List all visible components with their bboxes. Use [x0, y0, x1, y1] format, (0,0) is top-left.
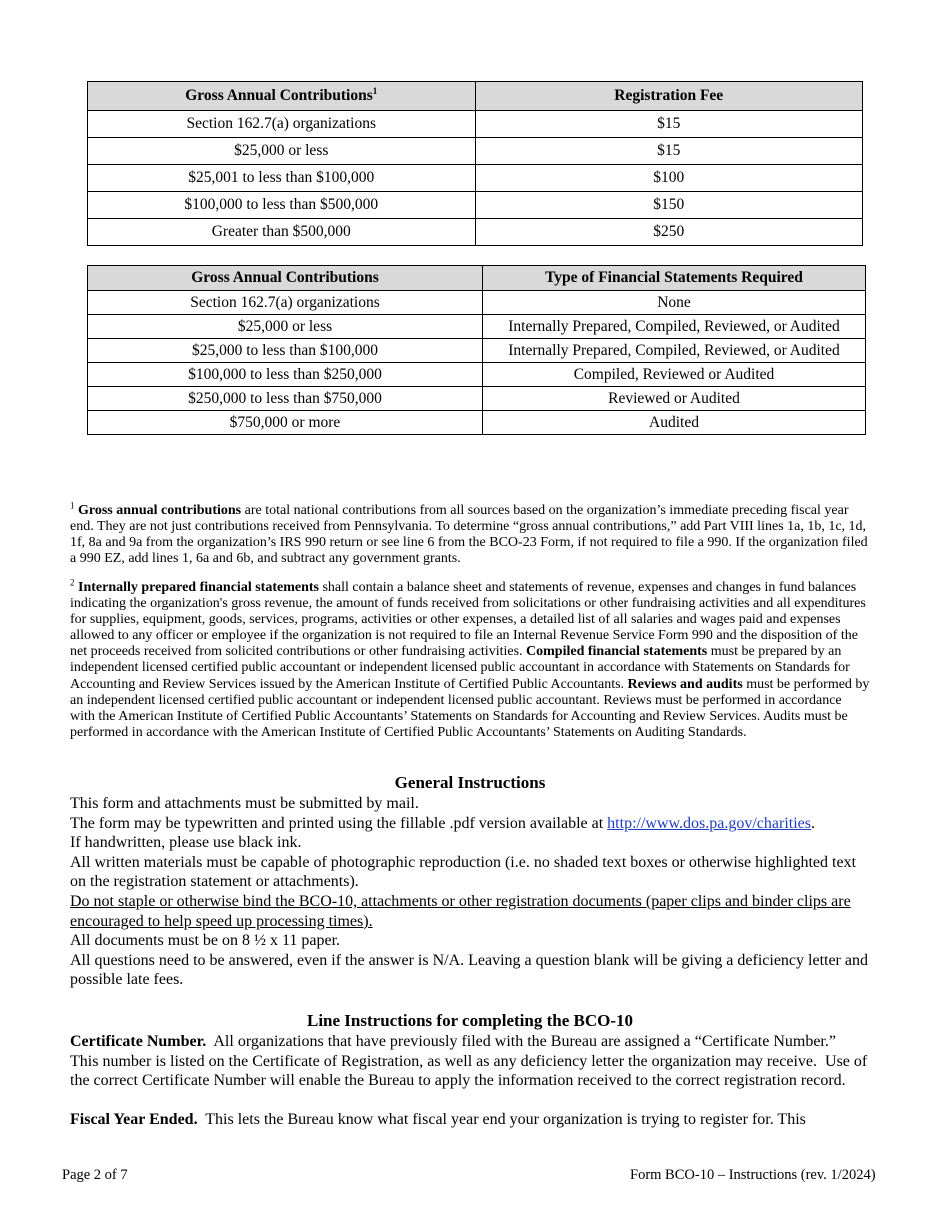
form-revision: Form BCO-10 – Instructions (rev. 1/2024): [630, 1167, 876, 1183]
table-row: $25,001 to less than $100,000 $100: [88, 165, 863, 192]
financial-statements-table: [87, 265, 866, 435]
footnote-text: must be prepared by an independent licensed certified public accountant or independent licensed public accountant in accordance with Statements on Standards for Accounting and Review Services issued by the American Institute of Certified Public Accountants.: [70, 644, 850, 692]
instruction-line: All questions need to be answered, even if the answer is N/A. Leaving a question blank will be giving a deficiency letter and possible late fees.: [70, 951, 868, 989]
page-number: Page 2 of 7: [62, 1167, 128, 1183]
table-row: $750,000 or more Audited: [88, 411, 866, 435]
footnote-text: must be performed by an independent licensed certified public accountant or independent licensed public accountant. Reviews must be performed in accordance with the American Institute of Certified Public Accountants’ Statements on Standards for Accounting and Review Services. Audits must be performed in accordance with the American Institute of Certified Public Accountants’ Statements on Auditing Standards.: [70, 676, 870, 740]
instruction-line: All written materials must be capable of photographic reproduction (i.e. no shaded text boxes or otherwise highlighted text on the registration statement or attachments).: [70, 853, 857, 891]
footnote-term: Reviews and audits: [627, 676, 743, 692]
column-header: Registration Fee: [475, 82, 863, 111]
table-row: $100,000 to less than $250,000 Compiled, Reviewed or Audited: [88, 363, 866, 387]
charities-link[interactable]: http://www.dos.pa.gov/charities: [607, 814, 811, 832]
footnote-term: Gross annual contributions: [78, 503, 242, 518]
general-instructions-heading: General Instructions: [394, 773, 546, 792]
footnote-term: Internally prepared financial statements: [78, 580, 319, 595]
instruction-line: Do not staple or otherwise bind the BCO-10, attachments or other registration documents (paper clips and binder clips are encouraged to help speed up processing times).: [70, 892, 851, 930]
table-row: Section 162.7(a) organizations $15: [88, 111, 863, 138]
certificate-number-instruction: Certificate Number. All organizations that have previously filed with the Bureau are assigned a “Certificate Number.” This number is listed on the Certificate of Registration, as well as any deficiency letter the organization may receive. Use of the correct Certificate Number will enable the Bureau to apply the information received to the correct registration record.: [70, 1033, 872, 1090]
table-row: $250,000 to less than $750,000 Reviewed or Audited: [88, 387, 866, 411]
instruction-line: This form and attachments must be submitted by mail.: [70, 795, 419, 812]
footnote-number: 1: [70, 500, 75, 511]
line-instructions-heading: Line Instructions for completing the BCO-10: [307, 1011, 633, 1030]
table-row: Section 162.7(a) organizations None: [88, 291, 866, 315]
footnote-term: Compiled financial statements: [526, 644, 708, 660]
column-header: Gross Annual Contributions$^1$: [88, 82, 476, 111]
general-instructions-body: [70, 794, 870, 990]
table-header-row: [88, 82, 863, 111]
footnote-number: 2: [70, 577, 75, 588]
line-instructions-body: [70, 1032, 870, 1130]
fiscal-year-instruction: Fiscal Year Ended. This lets the Bureau know what fiscal year end your organization is trying to register for. This: [70, 1111, 806, 1129]
footnote-ref: 1: [372, 86, 378, 97]
footnote-text: shall contain a balance sheet and statements of revenue, expenses and changes in fund balances indicating the organization's gross revenue, the amount of funds received from solicitations or other fundraising activities and all expenditures for supplies, equipment, goods, services, programs, activities or other expenses, a detailed list of all salaries and wages paid and expenses allowed to any officer or employee if the organization is not required to file an Internal Revenue Service Form 990 and the disposition of the net proceeds received from solicited contributions or other fundraising activities.: [70, 580, 866, 660]
instruction-line: If handwritten, please use black ink.: [70, 834, 302, 852]
table-row: Greater than $500,000 $250: [88, 219, 863, 246]
instruction-line: All documents must be on 8 ½ x 11 paper.: [70, 932, 341, 950]
footnote-1: [70, 500, 870, 567]
footnote-text: are total national contributions from all sources based on the organization’s immediate preceding fiscal year end. They are not just contributions received from Pennsylvania. To determine “gross annual contributions,” add Part VIII lines 1a, 1b, 1c, 1d, 1f, 8a and 9a from the organization’s IRS 990 return or see line 6 from the BCO-23 Form, if not required to file a 990. If the organization filed a 990 EZ, add lines 1, 6a and 6b, and subtract any government grants.: [70, 503, 868, 567]
instruction-line: The form may be typewritten and printed using the fillable .pdf version available at http://www.dos.pa.gov/charities.: [70, 814, 815, 832]
column-header: Type of Financial Statements Required: [483, 266, 866, 291]
table-row: $25,000 to less than $100,000 Internally Prepared, Compiled, Reviewed, or Audited: [88, 339, 866, 363]
table-row: $100,000 to less than $500,000 $150: [88, 192, 863, 219]
table-header-row: [88, 266, 866, 291]
registration-fee-table: [87, 81, 863, 246]
table-row: $25,000 or less Internally Prepared, Compiled, Reviewed, or Audited: [88, 315, 866, 339]
footnote-2: [70, 577, 870, 741]
table-row: $25,000 or less $15: [88, 138, 863, 165]
column-header: Gross Annual Contributions: [88, 266, 483, 291]
